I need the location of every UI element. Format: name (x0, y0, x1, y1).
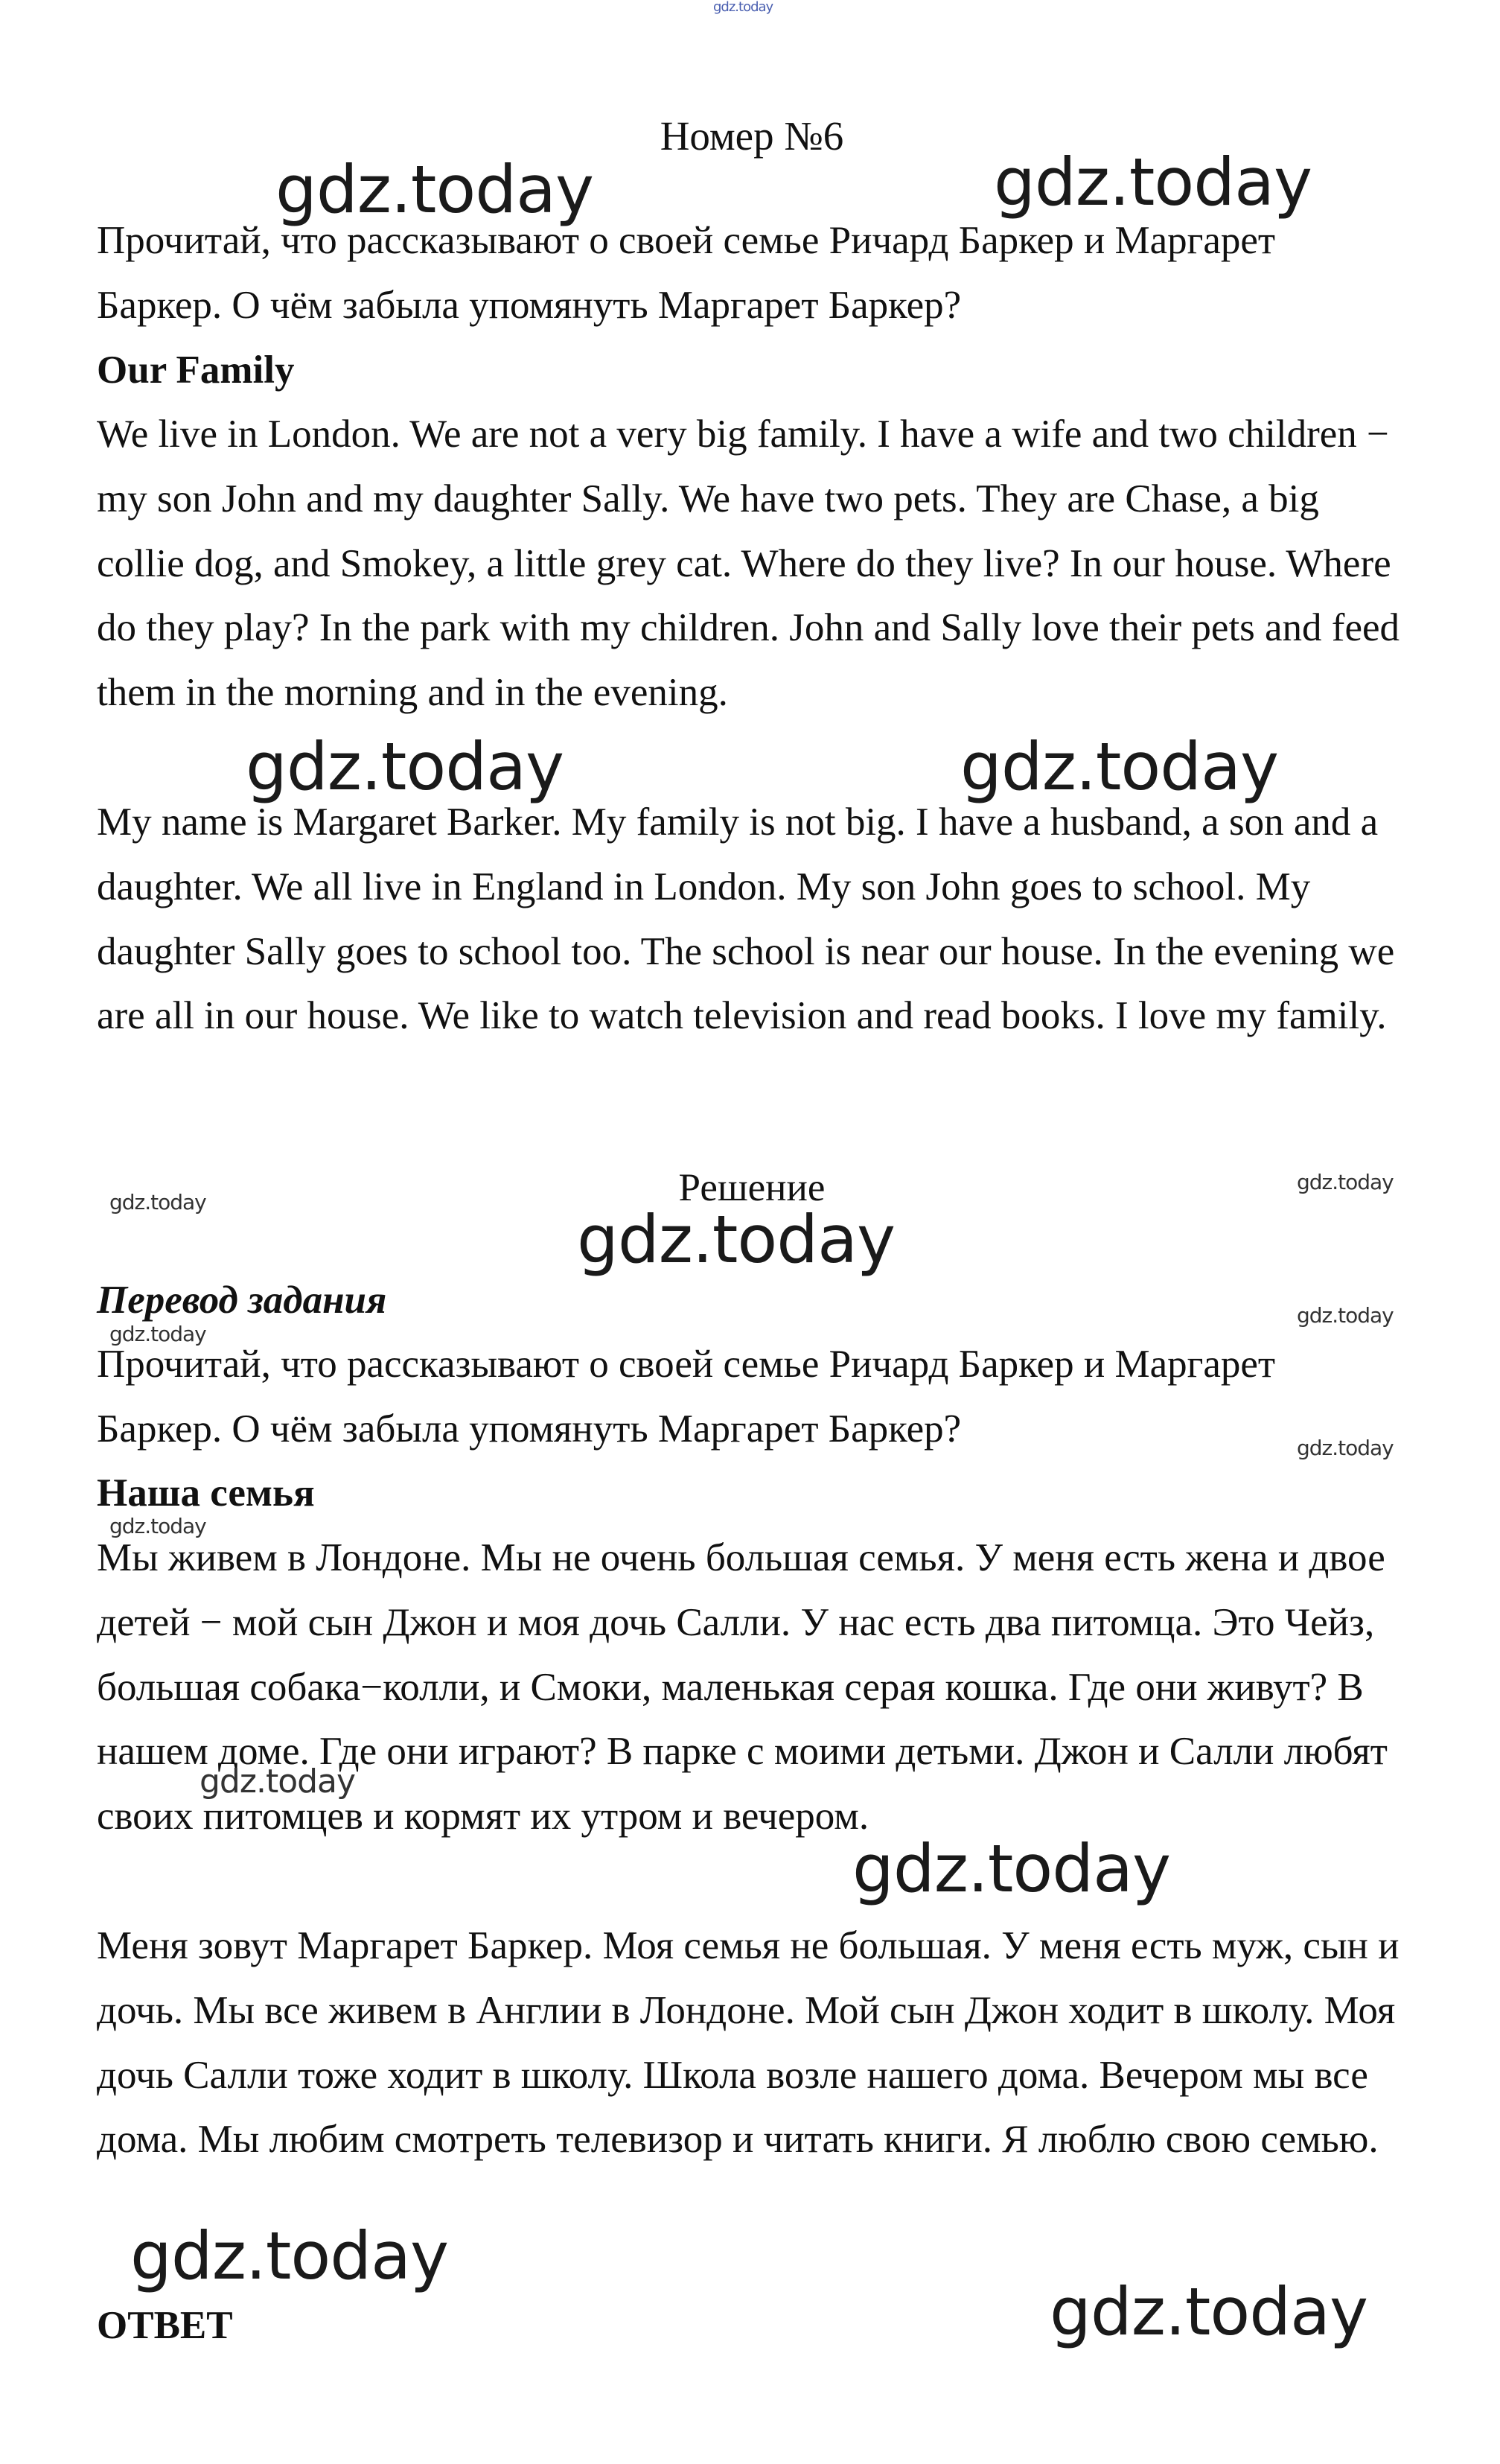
watermark: gdz.today (246, 728, 564, 805)
translation-heading: Перевод задания (97, 1279, 387, 1322)
solution-heading: Решение (678, 1166, 826, 1209)
watermark: gdz.today (852, 1830, 1171, 1907)
watermark: gdz.today (994, 144, 1312, 220)
paragraph-2: My name is Margaret Barker. My family is not big. I have a husband, a son and a daughter. We all live in England in London. My son John goes to school. My daughter Sally goes to school too. The school is near our house. In the evening we are all in our house. We like to watch television and read books. I love my family. (97, 800, 1395, 1038)
watermark-top-tiny: gdz.today (713, 0, 773, 15)
paragraph-1: We live in London. We are not a very big family. I have a wife and two children − my son John and my daughter Sally. We have two pets. They are Chase, a big collie dog, and Smokey, a little grey cat. Where do they live? In our house. Where do they play? In the park with my children. John and Sally love their pets and feed them in the morning and in the evening. (97, 413, 1400, 715)
text-heading: Our Family (97, 348, 295, 392)
watermark-small: gdz.today (109, 1514, 206, 1538)
task-instruction: Прочитай, что рассказывают о своей семье Ричард Баркер и Маргарет Баркер. О чём забыла упомянуть Маргарет Баркер? (97, 219, 1276, 327)
instruction-ru: Прочитай, что рассказывают о своей семье Ричард Баркер и Маргарет Баркер. О чём забыла упомянуть Маргарет Баркер? (97, 1343, 1276, 1451)
watermark-small: gdz.today (1297, 1436, 1394, 1460)
paragraph-1-ru: Мы живем в Лондоне. Мы не очень большая семья. У меня есть жена и двое детей − мой сын Джон и моя дочь Салли. У нас есть два питомца. Это Чейз, большая собака−колли, и Смоки, маленькая серая кошка. Где они живут? В нашем доме. Где они играют? В парке с моими детьми. Джон и Салли любят своих питомцев и кормят их утром и вечером. (97, 1536, 1388, 1839)
answer-heading: ОТВЕТ (97, 2304, 233, 2347)
watermark: gdz.today (275, 151, 594, 228)
paragraph-2-ru: Меня зовут Маргарет Баркер. Моя семья не большая. У меня есть муж, сын и дочь. Мы все живем в Англии в Лондоне. Мой сын Джон ходит в школу. Моя дочь Салли тоже ходит в школу. Школа возле нашего дома. Вечером мы все дома. Мы любим смотреть телевизор и читать книги. Я люблю свою семью. (97, 1924, 1400, 2162)
watermark-small: gdz.today (109, 1190, 206, 1215)
watermark-small: gdz.today (109, 1322, 206, 1346)
watermark-small: gdz.today (1297, 1303, 1394, 1328)
task-title: Номер №6 (660, 113, 844, 159)
watermark: gdz.today (960, 728, 1279, 805)
watermark: gdz.today (577, 1201, 896, 1278)
text-heading-ru: Наша семья (97, 1471, 315, 1515)
watermark: gdz.today (1050, 2273, 1368, 2350)
watermark: gdz.today (130, 2218, 449, 2294)
watermark-small: gdz.today (1297, 1170, 1394, 1194)
watermark-small: gdz.today (200, 1763, 356, 1801)
